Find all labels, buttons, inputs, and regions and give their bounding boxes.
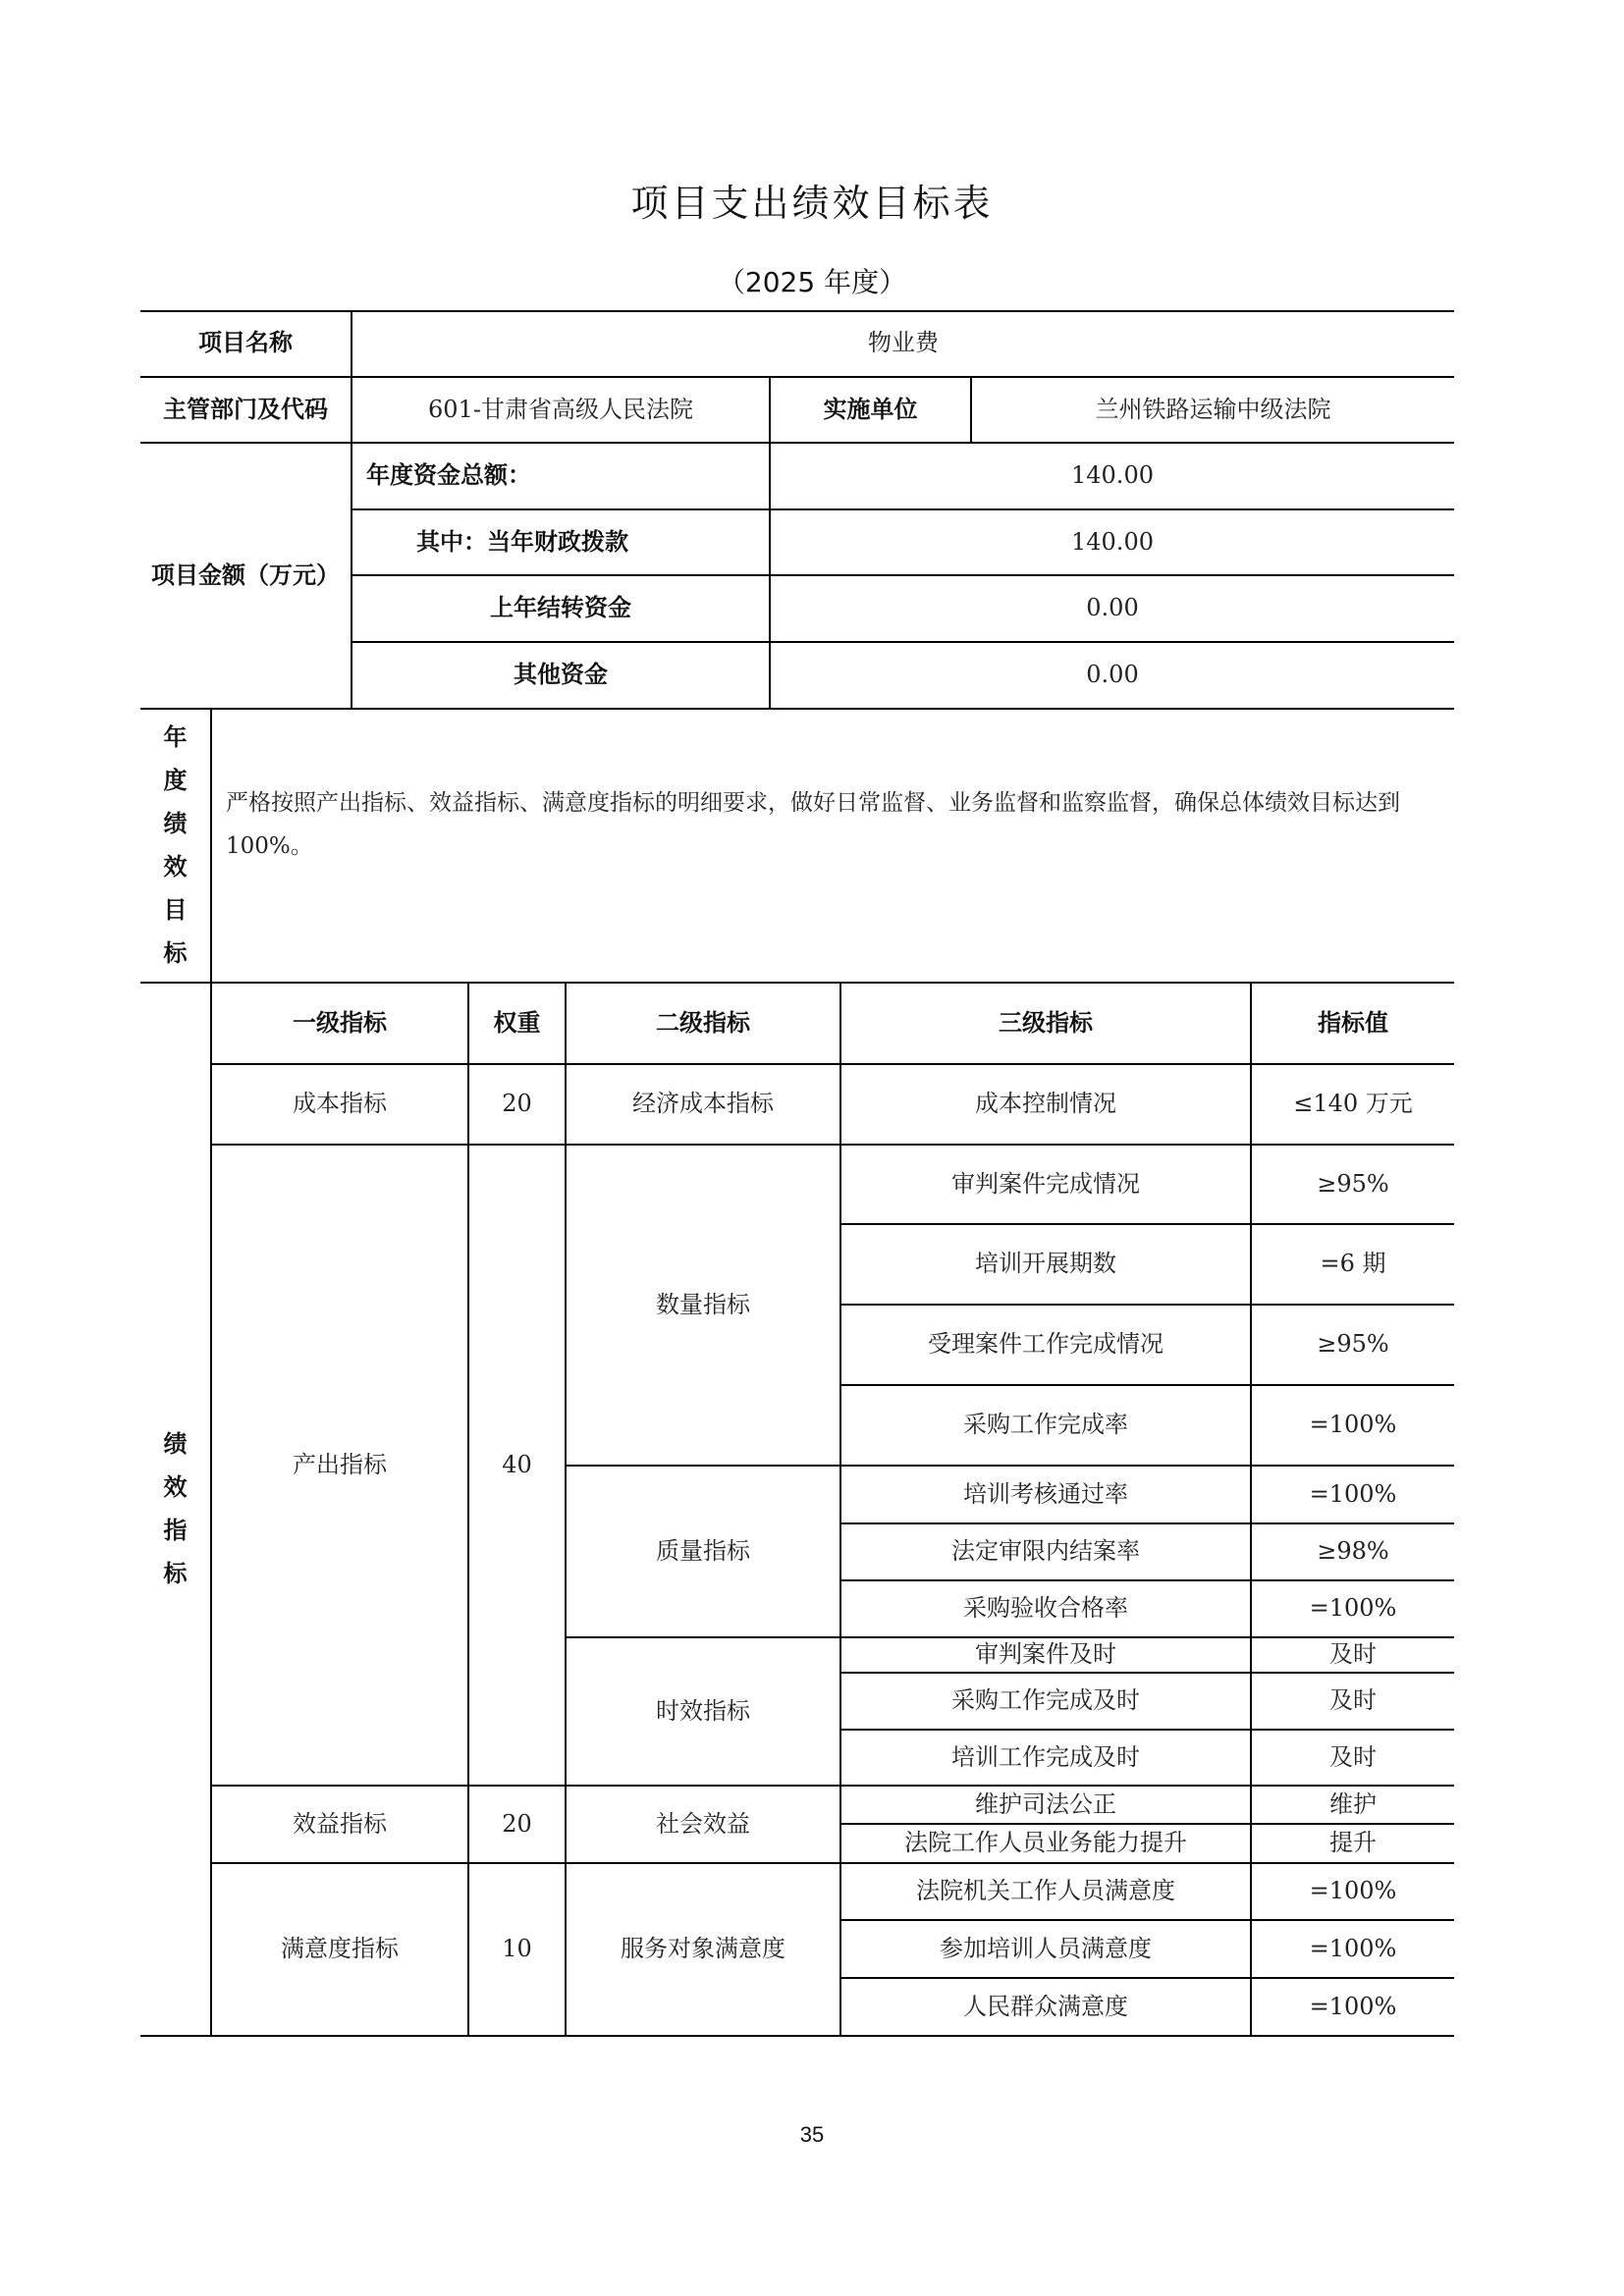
header-value: 指标值 — [1318, 1008, 1388, 1037]
funds-other-value: 0.00 — [1086, 661, 1139, 689]
indicator-value: =6 期 — [1320, 1250, 1386, 1278]
annual-goal-char: 目 — [163, 896, 188, 924]
level1-satisfaction: 满意度指标 — [281, 1935, 399, 1963]
indicator-value: ≥98% — [1317, 1537, 1389, 1566]
project-amount-label: 项目金额（万元） — [151, 561, 340, 589]
indicator-value: 及时 — [1329, 1742, 1377, 1771]
indicator-value: =100% — [1309, 1992, 1397, 2020]
level2-quality: 质量指标 — [656, 1536, 750, 1565]
annual-goal-char: 效 — [163, 853, 188, 881]
level3-item: 法定审限内结案率 — [951, 1537, 1140, 1566]
level3-item: 采购验收合格率 — [963, 1594, 1128, 1623]
perf-label-char: 指 — [163, 1517, 188, 1544]
level2-timeliness: 时效指标 — [656, 1696, 750, 1725]
indicator-value: =100% — [1309, 1479, 1397, 1508]
level3-item: 维护司法公正 — [975, 1789, 1116, 1818]
level3-item: 参加培训人员满意度 — [940, 1934, 1152, 1962]
indicator-value: 提升 — [1329, 1829, 1377, 1857]
document-year: （2025 年度） — [717, 266, 907, 298]
impl-unit-label: 实施单位 — [823, 395, 918, 423]
level3-item: 培训开展期数 — [975, 1250, 1116, 1278]
level1-output: 产出指标 — [293, 1450, 387, 1478]
funds-total-value: 140.00 — [1071, 461, 1154, 490]
indicator-value: 及时 — [1329, 1686, 1377, 1715]
level3-item: 采购工作完成及时 — [951, 1686, 1140, 1715]
level2-social-benefit: 社会效益 — [656, 1809, 750, 1838]
funds-fiscal-value: 140.00 — [1071, 527, 1154, 556]
level1-benefit: 效益指标 — [293, 1809, 387, 1838]
indicator-value: ≥95% — [1317, 1169, 1389, 1198]
level1-cost: 成本指标 — [293, 1090, 387, 1118]
funds-fiscal-label: 其中：当年财政拨款 — [416, 527, 628, 556]
level3-item: 采购工作完成率 — [963, 1411, 1128, 1439]
document-title: 项目支出绩效目标表 — [630, 182, 994, 225]
annual-goal-char: 绩 — [163, 810, 188, 837]
indicator-value: 及时 — [1329, 1640, 1377, 1669]
weight-cost: 20 — [502, 1090, 532, 1118]
indicator-value: =100% — [1309, 1877, 1397, 1905]
header-level1: 一级指标 — [293, 1008, 387, 1037]
funds-other-label: 其他资金 — [514, 661, 608, 689]
weight-output: 40 — [502, 1450, 532, 1478]
level3-item: 法院机关工作人员满意度 — [916, 1877, 1175, 1905]
level2-economic-cost: 经济成本指标 — [632, 1090, 774, 1118]
perf-label-char: 标 — [163, 1560, 188, 1587]
performance-indicators-label — [140, 983, 210, 2035]
level3-item: 受理案件工作完成情况 — [928, 1330, 1164, 1359]
funds-carryover-label: 上年结转资金 — [490, 594, 631, 622]
indicator-value: ≤140 万元 — [1293, 1090, 1413, 1118]
rule — [140, 708, 1454, 710]
rule — [140, 2035, 1454, 2037]
indicator-value: =100% — [1309, 1411, 1397, 1439]
weight-benefit: 20 — [502, 1809, 532, 1838]
level3-item: 培训考核通过率 — [963, 1479, 1128, 1508]
annual-goal-text: 严格按照产出指标、效益指标、满意度指标的明细要求，做好日常监督、业务监督和监察监督，确保总体绩效目标达到100%。 — [226, 790, 1400, 859]
level3-item: 法院工作人员业务能力提升 — [904, 1829, 1187, 1857]
level3-item: 成本控制情况 — [975, 1090, 1116, 1118]
level3-item: 审判案件完成情况 — [951, 1169, 1140, 1198]
annual-goal-char: 标 — [163, 939, 188, 967]
header-level3: 三级指标 — [999, 1008, 1093, 1037]
perf-label-char: 效 — [163, 1473, 188, 1501]
level3-item: 人民群众满意度 — [963, 1992, 1128, 2020]
perf-label-char: 绩 — [163, 1430, 188, 1458]
project-name-label: 项目名称 — [198, 329, 293, 357]
level2-service-satisfaction: 服务对象满意度 — [621, 1935, 785, 1963]
indicator-value: =100% — [1309, 1594, 1397, 1623]
indicator-value: =100% — [1309, 1934, 1397, 1962]
level3-item: 培训工作完成及时 — [951, 1742, 1140, 1771]
annual-goal-char: 年 — [163, 723, 188, 751]
header-level2: 二级指标 — [656, 1008, 750, 1037]
weight-satisfaction: 10 — [502, 1935, 532, 1963]
funds-carryover-value: 0.00 — [1086, 594, 1139, 622]
indicator-value: ≥95% — [1317, 1330, 1389, 1359]
impl-unit-value: 兰州铁路运输中级法院 — [1095, 395, 1331, 423]
dept-value: 601-甘肃省高级人民法院 — [428, 395, 693, 423]
indicator-value: 维护 — [1329, 1789, 1377, 1818]
annual-goal-char: 度 — [163, 767, 188, 794]
project-name-value: 物业费 — [868, 329, 939, 357]
level2-quantity: 数量指标 — [656, 1290, 750, 1318]
header-weight: 权重 — [493, 1008, 541, 1037]
dept-label: 主管部门及代码 — [163, 395, 328, 423]
page-number: 35 — [799, 2122, 825, 2147]
funds-total-label: 年度资金总额： — [366, 461, 531, 490]
annual-goal-label — [140, 709, 210, 982]
level3-item: 审判案件及时 — [975, 1640, 1116, 1669]
